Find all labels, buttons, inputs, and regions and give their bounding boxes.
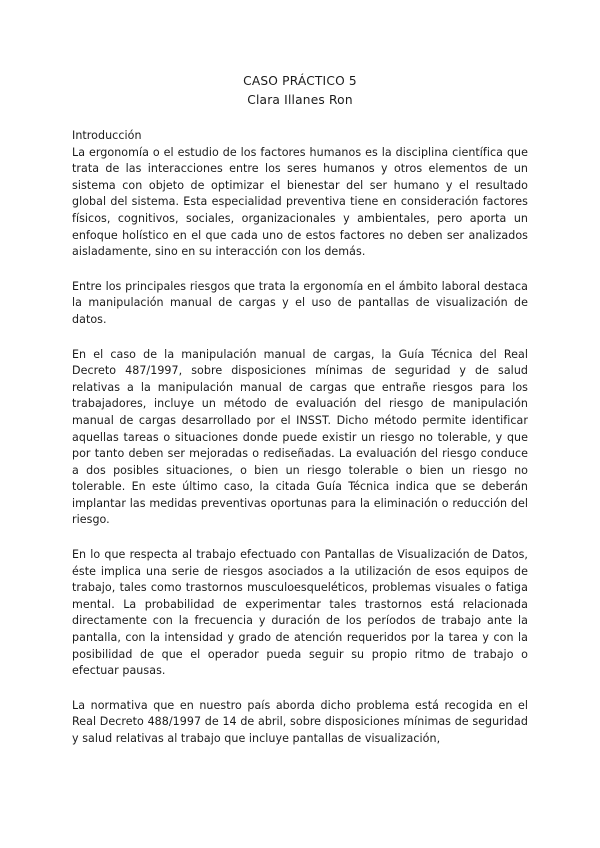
- paragraph: En el caso de la manipulación manual de cargas, la Guía Técnica del Real Decreto 487/1997, sobre disposiciones mínimas de seguridad y de salud relativas a la manipulación manual de cargas que entrañe riesgos para los trabajadores, incluye un método de evaluación del riesgo de manipulación manual de cargas desarrollado por el INSST. Dicho método permite identificar aquellas tareas o situaciones donde puede existir un riesgo no tolerable, y que por tanto deben ser mejoradas o rediseñadas. La evaluación del riesgo conduce a dos posibles situaciones, o bien un riesgo tolerable o bien un riesgo no tolerable. En este último caso, la citada Guía Técnica indica que se deberán implantar las medidas preventivas oportunas para la eliminación o reducción del riesgo.: [72, 347, 528, 527]
- paragraph: En lo que respecta al trabajo efectuado con Pantallas de Visualización de Datos, éste implica una serie de riesgos asociados a la utilización de esos equipos de trabajo, tales como trastornos musculoesqueléticos, problemas visuales o fatiga mental. La probabilidad de experimentar tales trastornos está relacionada directamente con la frecuencia y duración de los períodos de trabajo ante la pantalla, con la intensidad y grado de atención requeridos por la tarea y con la posibilidad de que el operador pueda seguir su propio ritmo de trabajo o efectuar pausas.: [72, 548, 528, 678]
- document-body: [72, 128, 528, 748]
- section-heading: Introducción: [72, 129, 142, 142]
- paragraph: La ergonomía o el estudio de los factores humanos es la disciplina científica que trata de las interacciones entre los seres humanos y otros elementos de un sistema con objeto de optimizar el bienestar del ser humano y el resultado global del sistema. Esta especialidad preventiva tiene en consideración factores físicos, cognitivos, sociales, organizacionales y ambientales, pero aporta un enfoque holístico en el que cada uno de estos factores no deben ser analizados aisladamente, sino en su interacción con los demás.: [72, 145, 528, 259]
- document-author: Clara Illanes Ron: [247, 93, 353, 107]
- document-title: CASO PRÁCTICO 5: [243, 74, 357, 88]
- title-block: [72, 72, 528, 110]
- paragraph: Entre los principales riesgos que trata la ergonomía en el ámbito laboral destaca la manipulación manual de cargas y el uso de pantallas de visualización de datos.: [72, 279, 528, 326]
- paragraph: La normativa que en nuestro país aborda dicho problema está recogida en el Real Decreto 488/1997 de 14 de abril, sobre disposiciones mínimas de seguridad y salud relativas al trabajo que incluye pantallas de visualización,: [72, 698, 528, 745]
